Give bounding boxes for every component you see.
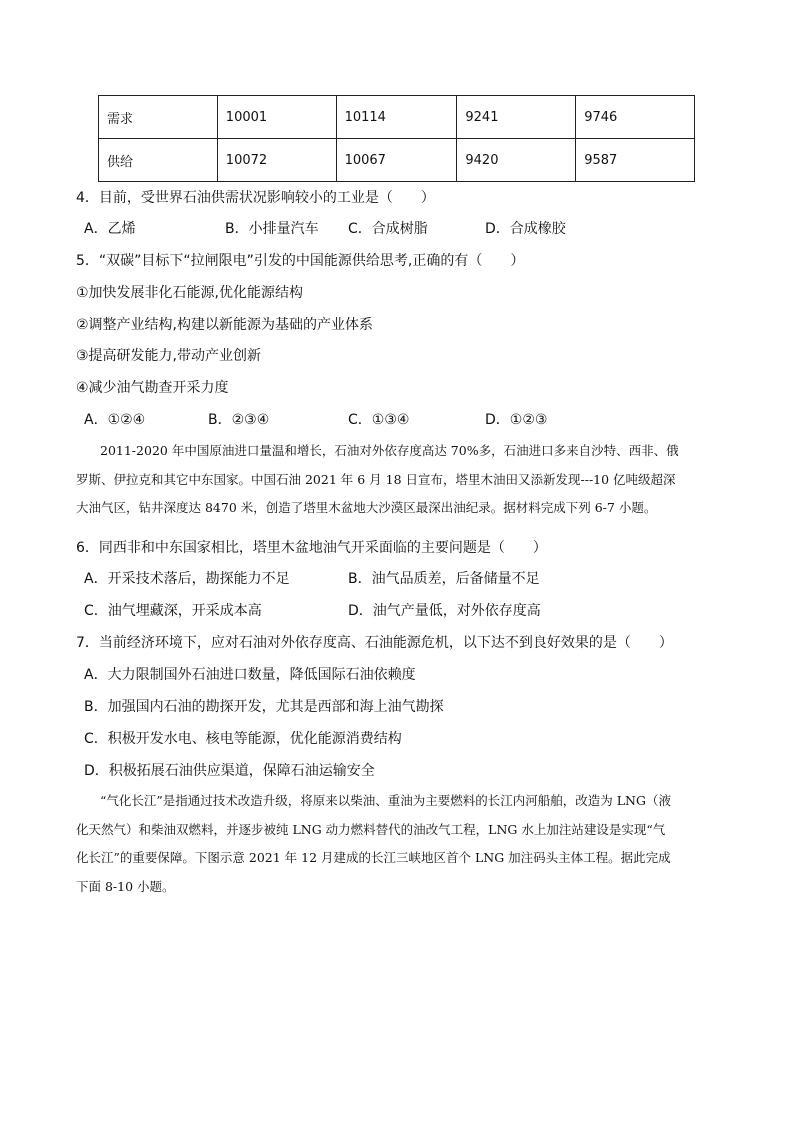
passage-line: 2011-2020 年中国原油进口量温和增长，石油对外依存度高达 70%多，石油进口多来自沙特、西非、俄 bbox=[100, 443, 679, 458]
question-7-option-c: C．积极开发水电、核电等能源，优化能源消费结构 bbox=[84, 731, 402, 747]
question-6-option-c: C．油气埋藏深，开采成本高 bbox=[84, 603, 262, 619]
question-5-option-a: A．①②④ bbox=[84, 412, 146, 428]
table-cell: 10067 bbox=[336, 139, 457, 182]
table-cell: 9587 bbox=[576, 139, 695, 182]
question-5-statement-2: ②调整产业结构,构建以新能源为基础的产业体系 bbox=[76, 317, 373, 333]
question-4-option-c: C．合成树脂 bbox=[348, 221, 428, 237]
table-cell: 需求 bbox=[99, 96, 218, 139]
question-4-option-b: B．小排量汽车 bbox=[225, 221, 319, 237]
passage-line: 下面 8-10 小题。 bbox=[76, 878, 175, 894]
question-6-option-b: B．油气品质差，后备储量不足 bbox=[348, 571, 540, 587]
table-cell: 9420 bbox=[457, 139, 576, 182]
question-7-option-d: D．积极拓展石油供应渠道，保障石油运输安全 bbox=[84, 763, 375, 779]
table-cell: 10072 bbox=[217, 139, 336, 182]
question-5-statement-1: ①加快发展非化石能源,优化能源结构 bbox=[76, 285, 304, 301]
question-5-statement-4: ④减少油气勘查开采力度 bbox=[76, 380, 229, 396]
table-row bbox=[99, 96, 695, 139]
table-row bbox=[99, 139, 695, 182]
question-4-option-d: D．合成橡胶 bbox=[485, 221, 566, 237]
table-cell: 供给 bbox=[99, 139, 218, 182]
passage-line: “气化长江”是指通过技术改造升级，将原来以柴油、重油为主要燃料的长江内河船舶，改造为 LNG（液 bbox=[100, 793, 671, 808]
table-cell: 10114 bbox=[336, 96, 457, 139]
question-5-stem: 5．“双碳”目标下“拉闸限电”引发的中国能源供给思考,正确的有（ ） bbox=[76, 253, 525, 269]
passage-lng-yangtze bbox=[76, 787, 716, 901]
table-cell: 9746 bbox=[576, 96, 695, 139]
question-6-option-d: D．油气产量低，对外依存度高 bbox=[348, 603, 541, 619]
question-7-option-b: B．加强国内石油的勘探开发，尤其是西部和海上油气勘探 bbox=[84, 699, 444, 715]
question-7-stem: 7．当前经济环境下，应对石油对外依存度高、石油能源危机，以下达不到良好效果的是（ ） bbox=[76, 635, 673, 651]
question-4-stem: 4．目前，受世界石油供需状况影响较小的工业是（ ） bbox=[76, 190, 435, 206]
question-5-option-c: C．①③④ bbox=[348, 412, 410, 428]
question-6-stem: 6．同西非和中东国家相比，塔里木盆地油气开采面临的主要问题是（ ） bbox=[76, 540, 547, 556]
question-7-option-a: A．大力限制国外石油进口数量，降低国际石油依赖度 bbox=[84, 667, 416, 683]
question-5-option-b: B．②③④ bbox=[208, 412, 270, 428]
question-5-statement-3: ③提高研发能力,带动产业创新 bbox=[76, 348, 262, 364]
table-cell: 10001 bbox=[217, 96, 336, 139]
passage-line: 大油气区，钻井深度达 8470 米，创造了塔里木盆地大沙漠区最深出油纪录。据材料完成下列 6-7 小题。 bbox=[76, 500, 657, 515]
supply-demand-table bbox=[98, 95, 695, 182]
question-4-option-a: A．乙烯 bbox=[84, 221, 136, 237]
question-5-option-d: D．①②③ bbox=[485, 412, 548, 428]
question-6-option-a: A．开采技术落后，勘探能力不足 bbox=[84, 571, 290, 587]
passage-line: 化长江”的重要保障。下图示意 2021 年 12 月建成的长江三峡地区首个 LNG 加注码头主体工程。据此完成 bbox=[76, 850, 671, 865]
passage-oil-tarim bbox=[76, 437, 716, 523]
table-cell: 9241 bbox=[457, 96, 576, 139]
passage-line: 罗斯、伊拉克和其它中东国家。中国石油 2021 年 6 月 18 日宣布，塔里木油田又添新发现---10 亿吨级超深 bbox=[76, 471, 676, 487]
passage-line: 化天然气）和柴油双燃料，并逐步被纯 LNG 动力燃料替代的油改气工程，LNG 水上加注站建设是实现“气 bbox=[76, 821, 666, 837]
